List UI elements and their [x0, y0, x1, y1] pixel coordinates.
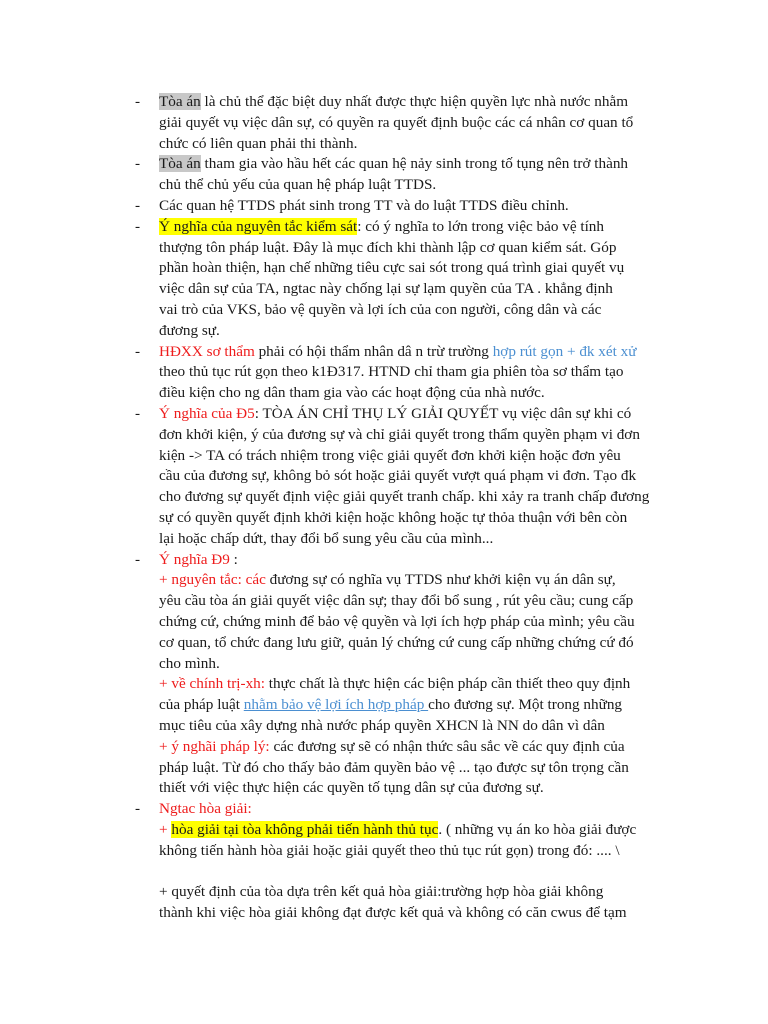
text-segment: :	[229, 550, 238, 568]
text-segment: cho đương sự. Một trong những	[428, 696, 623, 714]
text-segment: hòa giải tại tòa không phải tiến hành thủ tục	[171, 820, 439, 838]
text-segment: + về chính trị-xh:	[159, 675, 265, 693]
text-line	[0, 903, 768, 924]
text-line	[0, 654, 768, 675]
text-segment: đương sự có nghĩa vụ TTDS như khởi kiện vụ án dân sự,	[265, 571, 616, 589]
text-line	[0, 217, 768, 238]
text-segment: : có ý nghĩa to lớn trong việc bảo vệ tính	[357, 217, 604, 235]
text-segment: . ( những vụ án ko hòa giải được	[438, 820, 637, 838]
text-line	[0, 175, 768, 196]
text-line	[0, 633, 768, 654]
text-segment: HĐXX sơ thẩm	[159, 342, 255, 360]
text-line	[0, 612, 768, 633]
text-line	[0, 362, 768, 383]
text-segment: chứng cứ, chứng minh để bảo vệ quyền và lợi ích hợp pháp của mình; yêu cầu	[159, 612, 635, 630]
bullet-dash: -	[135, 93, 141, 110]
text-line	[0, 404, 768, 425]
text-segment: sự có quyền quyết định khởi kiện hoặc không hoặc tự thỏa thuận với bên còn	[159, 508, 628, 526]
text-segment: đơn khởi kiện, ý của đương sự và chỉ giải quyết trong thẩm quyền phạm vi đơn	[159, 425, 640, 443]
text-line	[0, 674, 768, 695]
text-segment: Ngtac hòa giải:	[159, 800, 252, 818]
text-segment: thượng tôn pháp luật. Đây là mục đích khi thành lập cơ quan kiểm sát. Góp	[159, 238, 617, 256]
text-line	[0, 342, 768, 363]
text-line	[0, 92, 768, 113]
text-line	[0, 529, 768, 550]
text-line	[0, 882, 768, 903]
text-segment: phần hoàn thiện, hạn chế những tiêu cực sai sót trong quá trình giai quyết vụ	[159, 259, 625, 277]
bullet-dash: -	[135, 196, 141, 214]
text-line	[0, 383, 768, 404]
text-segment: cơ quan, tổ chức đang lưu giữ, quản lý chứng cứ cung cấp những chứng cứ đó	[159, 633, 634, 651]
text-segment: không tiến hành hòa giải hoặc giải quyết theo thủ tục rút gọn) trong đó: .... \	[159, 841, 620, 859]
text-line	[0, 758, 768, 779]
text-segment: + nguyên tắc: các	[159, 571, 266, 589]
text-line	[0, 154, 768, 175]
text-segment: chức có liên quan phải thi thành.	[159, 134, 358, 152]
text-segment: cho mình.	[159, 654, 220, 672]
text-segment: Tòa án	[159, 155, 201, 173]
text-segment: đương sự.	[159, 321, 220, 339]
text-segment: Ý nghĩa của Đ5	[159, 404, 255, 422]
text-line	[0, 508, 768, 529]
text-line	[0, 799, 768, 820]
text-line	[0, 279, 768, 300]
bullet-dash: -	[135, 342, 141, 360]
text-line	[0, 466, 768, 487]
text-segment: lại hoặc chấp dứt, thay đổi bổ sung yêu cầu của mình...	[159, 529, 494, 547]
text-segment: Các quan hệ TTDS phát sinh trong TT và do luật TTDS điều chỉnh.	[159, 196, 569, 214]
document-body	[0, 92, 768, 924]
bullet-dash: -	[135, 217, 141, 235]
text-segment: Ý nghĩa Đ9	[159, 550, 230, 568]
text-segment: vai trò của VKS, bảo vệ quyền và lợi ích của con người, công dân và các	[159, 300, 602, 318]
text-segment: phải có hội thẩm nhân dâ n trừ trường	[254, 342, 493, 360]
text-segment: điều kiện cho ng dân tham gia vào các hoạt động của nhà nước.	[159, 384, 545, 402]
text-line	[0, 550, 768, 571]
text-line	[0, 134, 768, 155]
text-segment: việc dân sự của TA, ngtac này chống lại sự lạm quyền của TA . khẳng định	[159, 280, 613, 298]
text-segment: giải quyết vụ việc dân sự, có quyền ra quyết định buộc các cá nhân cơ quan tổ	[159, 113, 634, 131]
text-segment: các đương sự sẽ có nhận thức sâu sắc về các quy định của	[269, 737, 625, 755]
text-line	[0, 113, 768, 134]
text-segment: Ý nghĩa của nguyên tắc kiểm sát	[159, 217, 358, 235]
text-segment: chủ thể chủ yếu của quan hệ pháp luật TTDS.	[159, 176, 437, 194]
text-segment: thực chất là thực hiện các biện pháp cần thiết theo quy định	[265, 675, 631, 693]
text-segment: +	[159, 820, 172, 838]
text-line	[0, 591, 768, 612]
text-line	[0, 737, 768, 758]
text-line	[0, 778, 768, 799]
text-line	[0, 425, 768, 446]
text-segment: yêu cầu tòa án giải quyết việc dân sự; thay đổi bổ sung , rút yêu cầu; cung cấp	[159, 592, 634, 610]
text-segment: hợp rút gọn + đk xét xử	[492, 342, 637, 360]
text-segment: theo thủ tục rút gọn theo k1Đ317. HTND chỉ tham gia phiên tòa sơ thẩm tạo	[159, 363, 624, 381]
text-line	[0, 196, 768, 217]
text-segment: cho đương sự quyết định việc giải quyết tranh chấp. khi xảy ra tranh chấp đương	[159, 488, 650, 506]
text-segment: cầu của đương sự, không bỏ sót hoặc giải quyết vượt quá phạm vi đơn. Tạo đk	[159, 467, 637, 485]
text-segment: thiết với việc thực hiện các quyền tố tụng dân sự của đương sự.	[159, 779, 544, 797]
bullet-dash: -	[135, 800, 141, 818]
text-line	[0, 820, 768, 841]
text-segment: tham gia vào hầu hết các quan hệ nảy sinh trong tố tụng nên trở thành	[200, 155, 629, 173]
text-line	[0, 300, 768, 321]
bullet-dash: -	[135, 155, 141, 173]
text-line	[0, 716, 768, 737]
text-line	[0, 321, 768, 342]
bullet-dash: -	[135, 404, 141, 422]
text-line	[0, 570, 768, 591]
text-segment: + quyết định của tòa dựa trên kết quả hòa giải:trường hợp hòa giải không	[159, 883, 604, 901]
bullet-dash: -	[135, 550, 141, 568]
text-line	[0, 446, 768, 467]
text-segment: kiện -> TA có trách nhiệm trong việc giải quyết đơn khởi kiện hoặc đơn yêu	[159, 446, 621, 464]
text-line	[0, 258, 768, 279]
text-line	[0, 841, 768, 862]
text-segment: là chủ thể đặc biệt duy nhất được thực hiện quyền lực nhà nước nhằm	[200, 93, 629, 110]
text-segment: + ý nghãi pháp lý:	[159, 737, 270, 755]
text-line	[0, 695, 768, 716]
text-segment: của pháp luật	[159, 696, 244, 714]
text-line	[0, 487, 768, 508]
text-segment: thành khi việc hòa giải không đạt được kết quả và không có căn cwus để tạm	[159, 904, 627, 922]
text-line	[0, 238, 768, 259]
text-segment: pháp luật. Từ đó cho thấy bảo đảm quyền bảo vệ ... tạo được sự tôn trọng cần	[159, 758, 629, 776]
blank-line	[0, 861, 768, 882]
text-segment: : TÒA ÁN CHỈ THỤ LÝ GIẢI QUYẾT vụ việc dân sự khi có	[254, 404, 632, 422]
text-segment: mục tiêu của xây dựng nhà nước pháp quyền XHCN là NN do dân vì dân	[159, 716, 605, 734]
text-link[interactable]: nhằm bảo vệ lợi ích hợp pháp	[243, 696, 429, 714]
text-segment: Tòa án	[159, 93, 201, 110]
